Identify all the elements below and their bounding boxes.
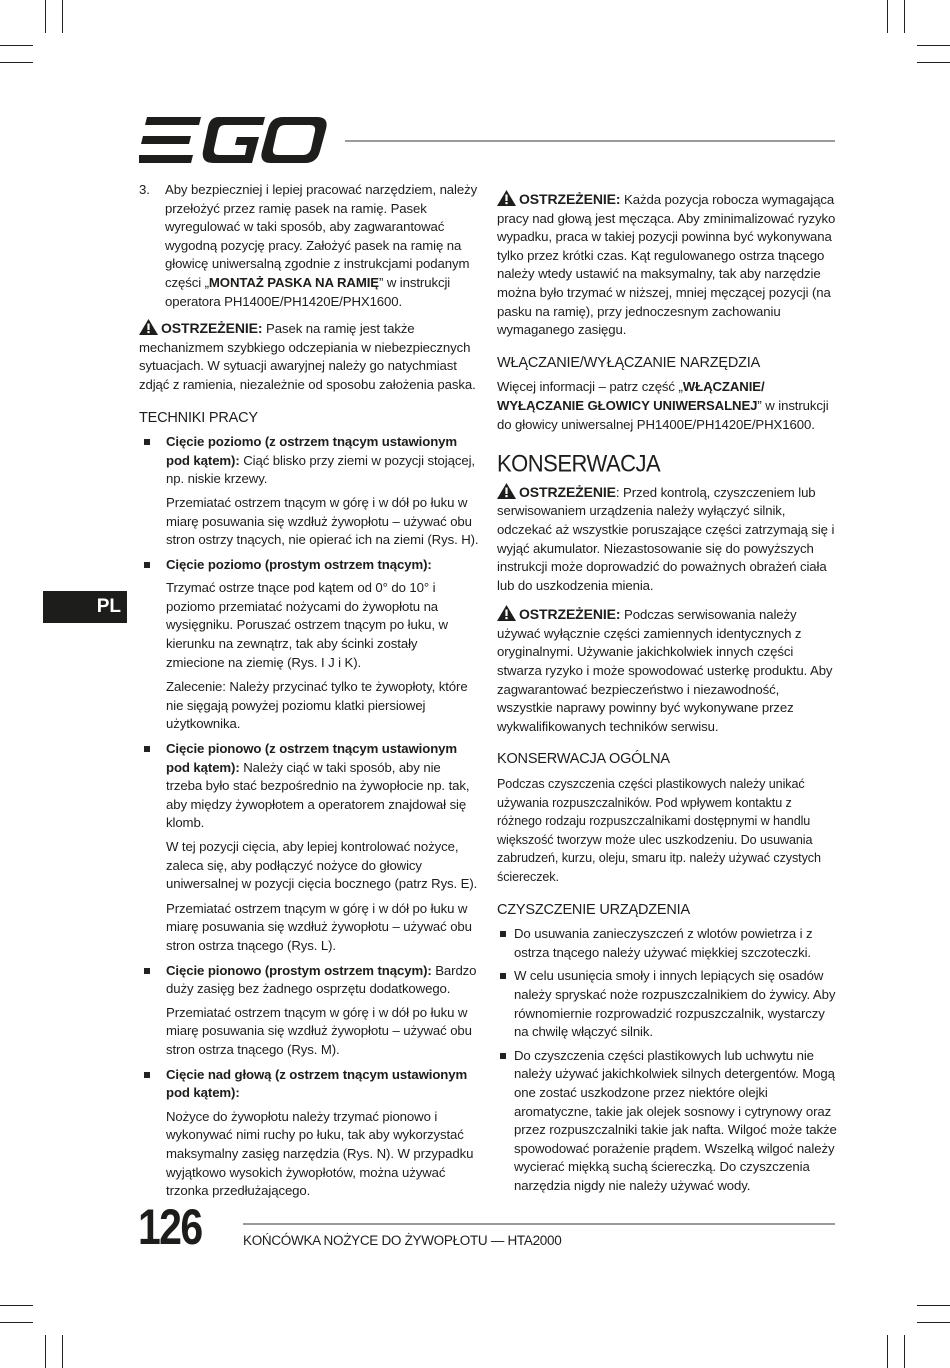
warning-paragraph: OSTRZEŻENIE: Przed kontrolą, czyszczeniem lub serwisowaniem urządzenia należy wyłączyć silnik, odczekać aż wszystkie poruszające części zatrzymają się i wyjąć akumulator. Niezastosowanie się do powyższych instrukcji może doprowadzić do poważnych obrażeń ciała lub do uszkodzenia mienia. [497, 483, 835, 593]
sub-paragraph: Przemiatać ostrzem tnącym w górę i w dół po łuku w miarę posuwania się wzdłuż żywopłotu – używać obu stron ostrza tnącego (Rys. L). [166, 900, 472, 953]
bullet-square [139, 556, 166, 575]
bullet-square [497, 925, 514, 962]
crop-mark [904, 0, 905, 33]
paragraph: Więcej informacji – patrz część „WŁĄCZANIE/ WYŁĄCZANIE GŁOWICY UNIWERSALNEJ” w instrukcji do głowicy uniwersalnej PH1400E/PH1420E/PHX1600. [497, 379, 829, 432]
language-tab: PL [43, 591, 127, 623]
section-heading: WŁĄCZANIE/WYŁĄCZANIE NARZĘDZIA [497, 354, 761, 371]
ego-logo [139, 117, 327, 163]
crop-mark [917, 1305, 950, 1306]
warning-icon [497, 605, 516, 621]
crop-mark [887, 0, 888, 33]
bullet-square [139, 1066, 166, 1103]
warning-icon [497, 483, 516, 499]
paragraph: Podczas czyszczenia części plastikowych należy unikać używania rozpuszczalników. Pod wpływem kontaktu z różnego rodzaju rozpuszczalnikami dostępnymi w handlu większość tworzyw może ulec uszkodzeniu. Do usuwania zabrudzeń, kurzu, oleju, smaru itp. należy używać czystych ściereczek. [497, 777, 821, 884]
section-heading: KONSERWACJA OGÓLNA [497, 751, 670, 768]
footer-title: KOŃCÓWKA NOŻYCE DO ŻYWOPŁOTU — HTA2000 [243, 1233, 562, 1248]
warning-icon [497, 190, 516, 206]
bullet-square [139, 433, 166, 489]
section-heading: CZYSZCZENIE URZĄDZENIA [497, 901, 690, 918]
crop-mark [0, 62, 33, 63]
crop-mark [45, 0, 46, 33]
crop-mark [62, 1335, 63, 1368]
crop-mark [887, 1335, 888, 1368]
crop-mark [904, 1335, 905, 1368]
bullet-square [139, 740, 166, 833]
sub-paragraph: Przemiatać ostrzem tnącym w górę i w dół po łuku w miarę posuwania się wzdłuż żywopłotu – używać obu stron ostrzy tnących, nie opierać ich na ziemi (Rys. H). [166, 494, 479, 548]
bullet-square [139, 962, 166, 999]
chapter-heading: KONSERWACJA [497, 449, 661, 477]
warning-paragraph: OSTRZEŻENIE: Pasek na ramię jest także mechanizmem szybkiego odczepiania w niebezpiecznych sytuacjach. W sytuacji awaryjnej należy go natychmiast zdjąć z ramienia, niezależnie od sposobu założenia paska. [139, 320, 476, 392]
bullet-square [497, 1047, 514, 1196]
crop-mark [0, 45, 33, 46]
sub-paragraph: Trzymać ostrze tnące pod kątem od 0° do 10° i poziomo przemiatać nożycami do żywopłotu na wysięgniku. Poruszać ostrzem tnącym po łuku, w kierunku na zewnątrz, tak aby ścinki zostały zmiecione na ziemię (Rys. I J i K). [166, 580, 448, 670]
crop-mark [917, 45, 950, 46]
sub-paragraph: Przemiatać ostrzem tnącym w górę i w dół po łuku w miarę posuwania się wzdłuż żywopłotu – używać obu stron ostrza tnącego (Rys. M). [166, 1004, 472, 1057]
bullet-item: Cięcie poziomo (z ostrzem tnącym ustawionym pod kątem): Ciąć blisko przy ziemi w pozycji stojącej, np. niskie krzewy. [139, 433, 479, 489]
footer-rule [243, 1223, 835, 1225]
crop-mark [0, 1305, 33, 1306]
warning-paragraph: OSTRZEŻENIE: Podczas serwisowania należy używać wyłącznie części zamiennych identycznych z oryginalnymi. Używanie jakichkolwiek innych części stwarza ryzyko i może spowodować usterkę produktu. Aby zagwarantować bezpieczeństwo i niezawodność, wszystkie naprawy powinny być wykonywane przez wykwalifikowanych techników serwisu. [497, 606, 833, 734]
sub-paragraph: Nożyce do żywopłotu należy trzymać pionowo i wykonywać nimi ruchy po łuku, tak aby wykorzystać maksymalny zasięg narzędzia (Rys. N). W przypadku wyjątkowo wysokich żywopłotów, można używać trzonka przedłużającego. [166, 1108, 474, 1199]
sub-paragraph: Zalecenie: Należy przycinać tylko te żywopłoty, które nie sięgają powyżej poziomu klatki piersiowej użytkownika. [166, 679, 468, 732]
item-text: Aby bezpieczniej i lepiej pracować narzędziem, należy przełożyć przez ramię pasek na ramię. Pasek wyregulować w taki sposób, aby zagwarantować wygodną pozycję pracy. Założyć pasek na ramię na głowicę uniwersalną zgodnie z instrukcjami podanym części „MONTAŻ PASKA NA RAMIĘ” w instrukcji operatora PH1400E/PH1420E/PHX1600. [165, 182, 478, 309]
crop-mark [45, 1335, 46, 1368]
bullet-item: Cięcie pionowo (prostym ostrzem tnącym): Bardzo duży zasięg bez żadnego osprzętu dodatkowego. [139, 962, 479, 999]
crop-mark [62, 0, 63, 33]
crop-mark [917, 1322, 950, 1323]
warning-paragraph: OSTRZEŻENIE: Każda pozycja robocza wymagająca pracy nad głową jest męcząca. Aby zminimalizować ryzyko wypadku, praca w takiej pozycji powinna być wykonywana tylko przez krótki czas. Kąt regulowanego ostrza tnącego należy wtedy ustawić na maksymalny, tak aby narzędzie można było trzymać w niższej, mniej męczącej pozycji (na pasku na ramię), przy jednoczesnym zachowaniu wymaganego zasięgu. [497, 191, 836, 338]
left-column [139, 181, 479, 1207]
bullet-item: W celu usunięcia smoły i innych lepiących się osadów należy spryskać noże rozpuszczalnikiem do żywicy. Aby równomiernie rozprowadzić rozpuszczalnik, wystarczy na chwilę włączyć silnik. [497, 967, 837, 1041]
header-rule [345, 140, 835, 142]
crop-mark [917, 62, 950, 63]
bullet-item: Cięcie poziomo (prostym ostrzem tnącym): [139, 556, 479, 575]
crop-mark [0, 1322, 33, 1323]
bullet-item: Cięcie pionowo (z ostrzem tnącym ustawionym pod kątem): Należy ciąć w taki sposób, aby nie trzeba było stać bezpośrednio na żywopłocie np. tak, aby między żywopłotem a operatorem znajdował się klomb. [139, 740, 479, 833]
section-heading: TECHNIKI PRACY [139, 409, 258, 426]
right-column [497, 190, 837, 1201]
item-number: 3. [139, 182, 150, 197]
sub-paragraph: W tej pozycji cięcia, aby lepiej kontrolować nożyce, zaleca się, aby podłączyć nożyce do głowicy uniwersalnej w pozycji cięcia bocznego (patrz Rys. E). [166, 839, 478, 892]
bullet-item: Do usuwania zanieczyszczeń z wlotów powietrza i z ostrza tnącego należy używać miękkiej szczoteczki. [497, 925, 837, 962]
bullet-item: Cięcie nad głową (z ostrzem tnącym ustawionym pod kątem): [139, 1066, 479, 1103]
page-number: 126 [138, 1199, 202, 1255]
warning-icon [139, 319, 158, 335]
bullet-item: Do czyszczenia części plastikowych lub uchwytu nie należy używać jakichkolwiek silnych detergentów. Mogą one zostać uszkodzone przez niektóre olejki aromatyczne, takie jak olejek sosnowy i cytrynowy oraz przez rozpuszczalniki takie jak nafta. Wilgoć może także spowodować porażenie prądem. Wszelką wilgoć należy wycierać miękką suchą ściereczką. Do czyszczenia narzędzia nigdy nie należy używać wody. [497, 1047, 837, 1196]
numbered-item [139, 181, 479, 311]
bullet-square [497, 967, 514, 1041]
